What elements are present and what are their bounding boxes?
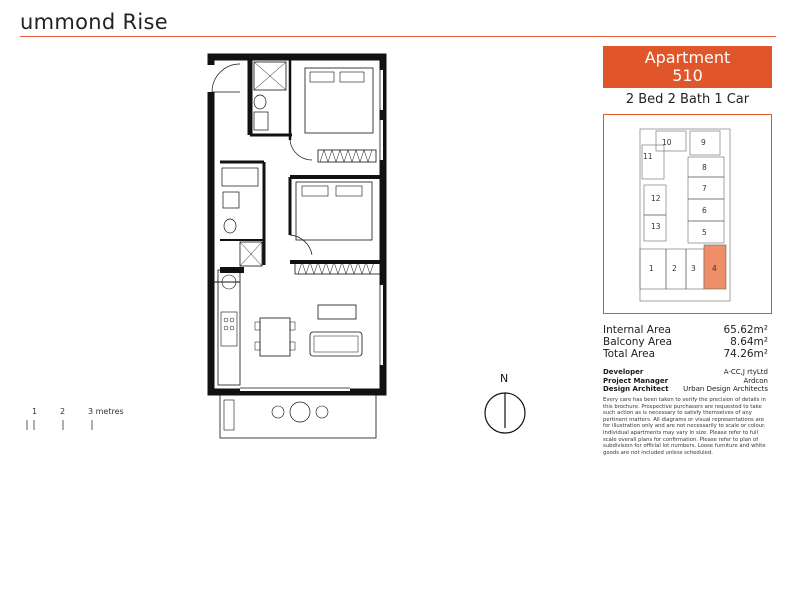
apartment-label: Apartment (644, 48, 731, 67)
area-value: 65.62m² (723, 324, 768, 336)
area-row-internal (603, 324, 772, 336)
key-unit-label: 9 (701, 138, 706, 147)
area-label: Balcony Area (603, 336, 673, 348)
key-unit-label: 7 (702, 184, 707, 193)
team-label: Project Manager (603, 376, 669, 385)
key-unit-label: 6 (702, 206, 707, 215)
scale-tick-label: 1 (32, 407, 38, 416)
area-value: 74.26m² (723, 348, 768, 360)
team-value: Ardcon (743, 376, 768, 385)
project-team (603, 368, 772, 394)
team-row-project-manager (603, 377, 772, 386)
area-value: 8.64m² (730, 336, 768, 348)
scale-tick-label: 2 (60, 407, 66, 416)
north-label: N (500, 372, 509, 385)
key-plan (603, 114, 772, 314)
floor-plan (200, 50, 390, 442)
team-row-developer (603, 368, 772, 377)
team-value: A-CC,J rtyLtd (723, 368, 768, 376)
area-row-balcony (603, 336, 772, 348)
key-unit-label: 3 (691, 264, 696, 273)
project-title: ummond Rise (20, 10, 168, 34)
north-compass (480, 372, 530, 438)
scale-bar (26, 404, 146, 434)
key-unit-label: 12 (651, 194, 661, 203)
apartment-number: 510 (672, 66, 703, 85)
disclaimer-text: Every care has been taken to verify the precision of details in this brochure. Prospective purchasers are requested to take such action as is necessary to satisfy themselves of any pertinent matters. All diagrams or visual representations are for illustration only and are not necessarily to scale or colour. Individual apartments may vary in size. Please refer to full scale overall plans for confirmation. Please refer to plan of subdivision for official lot numbers. Loose furniture and white goods are not included unless scheduled. (603, 397, 766, 456)
key-unit-label: 8 (702, 163, 707, 172)
key-unit-label: 11 (643, 152, 653, 161)
key-unit-label: 1 (649, 264, 654, 273)
area-label: Internal Area (603, 324, 671, 336)
scale-tick-label: 3 metres (88, 407, 124, 416)
area-row-total (603, 348, 772, 360)
team-row-design-architect (603, 385, 772, 394)
key-unit-label: 10 (662, 138, 672, 147)
apartment-config: 2 Bed 2 Bath 1 Car (625, 92, 750, 107)
key-unit-label: 13 (651, 222, 661, 231)
key-unit-label: 4 (712, 264, 717, 273)
area-label: Total Area (603, 348, 656, 360)
team-label: Design Architect (603, 385, 669, 393)
title-divider (20, 36, 776, 37)
key-plan-drawing (604, 115, 771, 313)
team-value: Urban Design Architects (683, 385, 768, 393)
apartment-badge (603, 46, 772, 88)
team-label: Developer (603, 368, 644, 376)
key-unit-label: 2 (672, 264, 677, 273)
key-unit-label: 5 (702, 228, 707, 237)
